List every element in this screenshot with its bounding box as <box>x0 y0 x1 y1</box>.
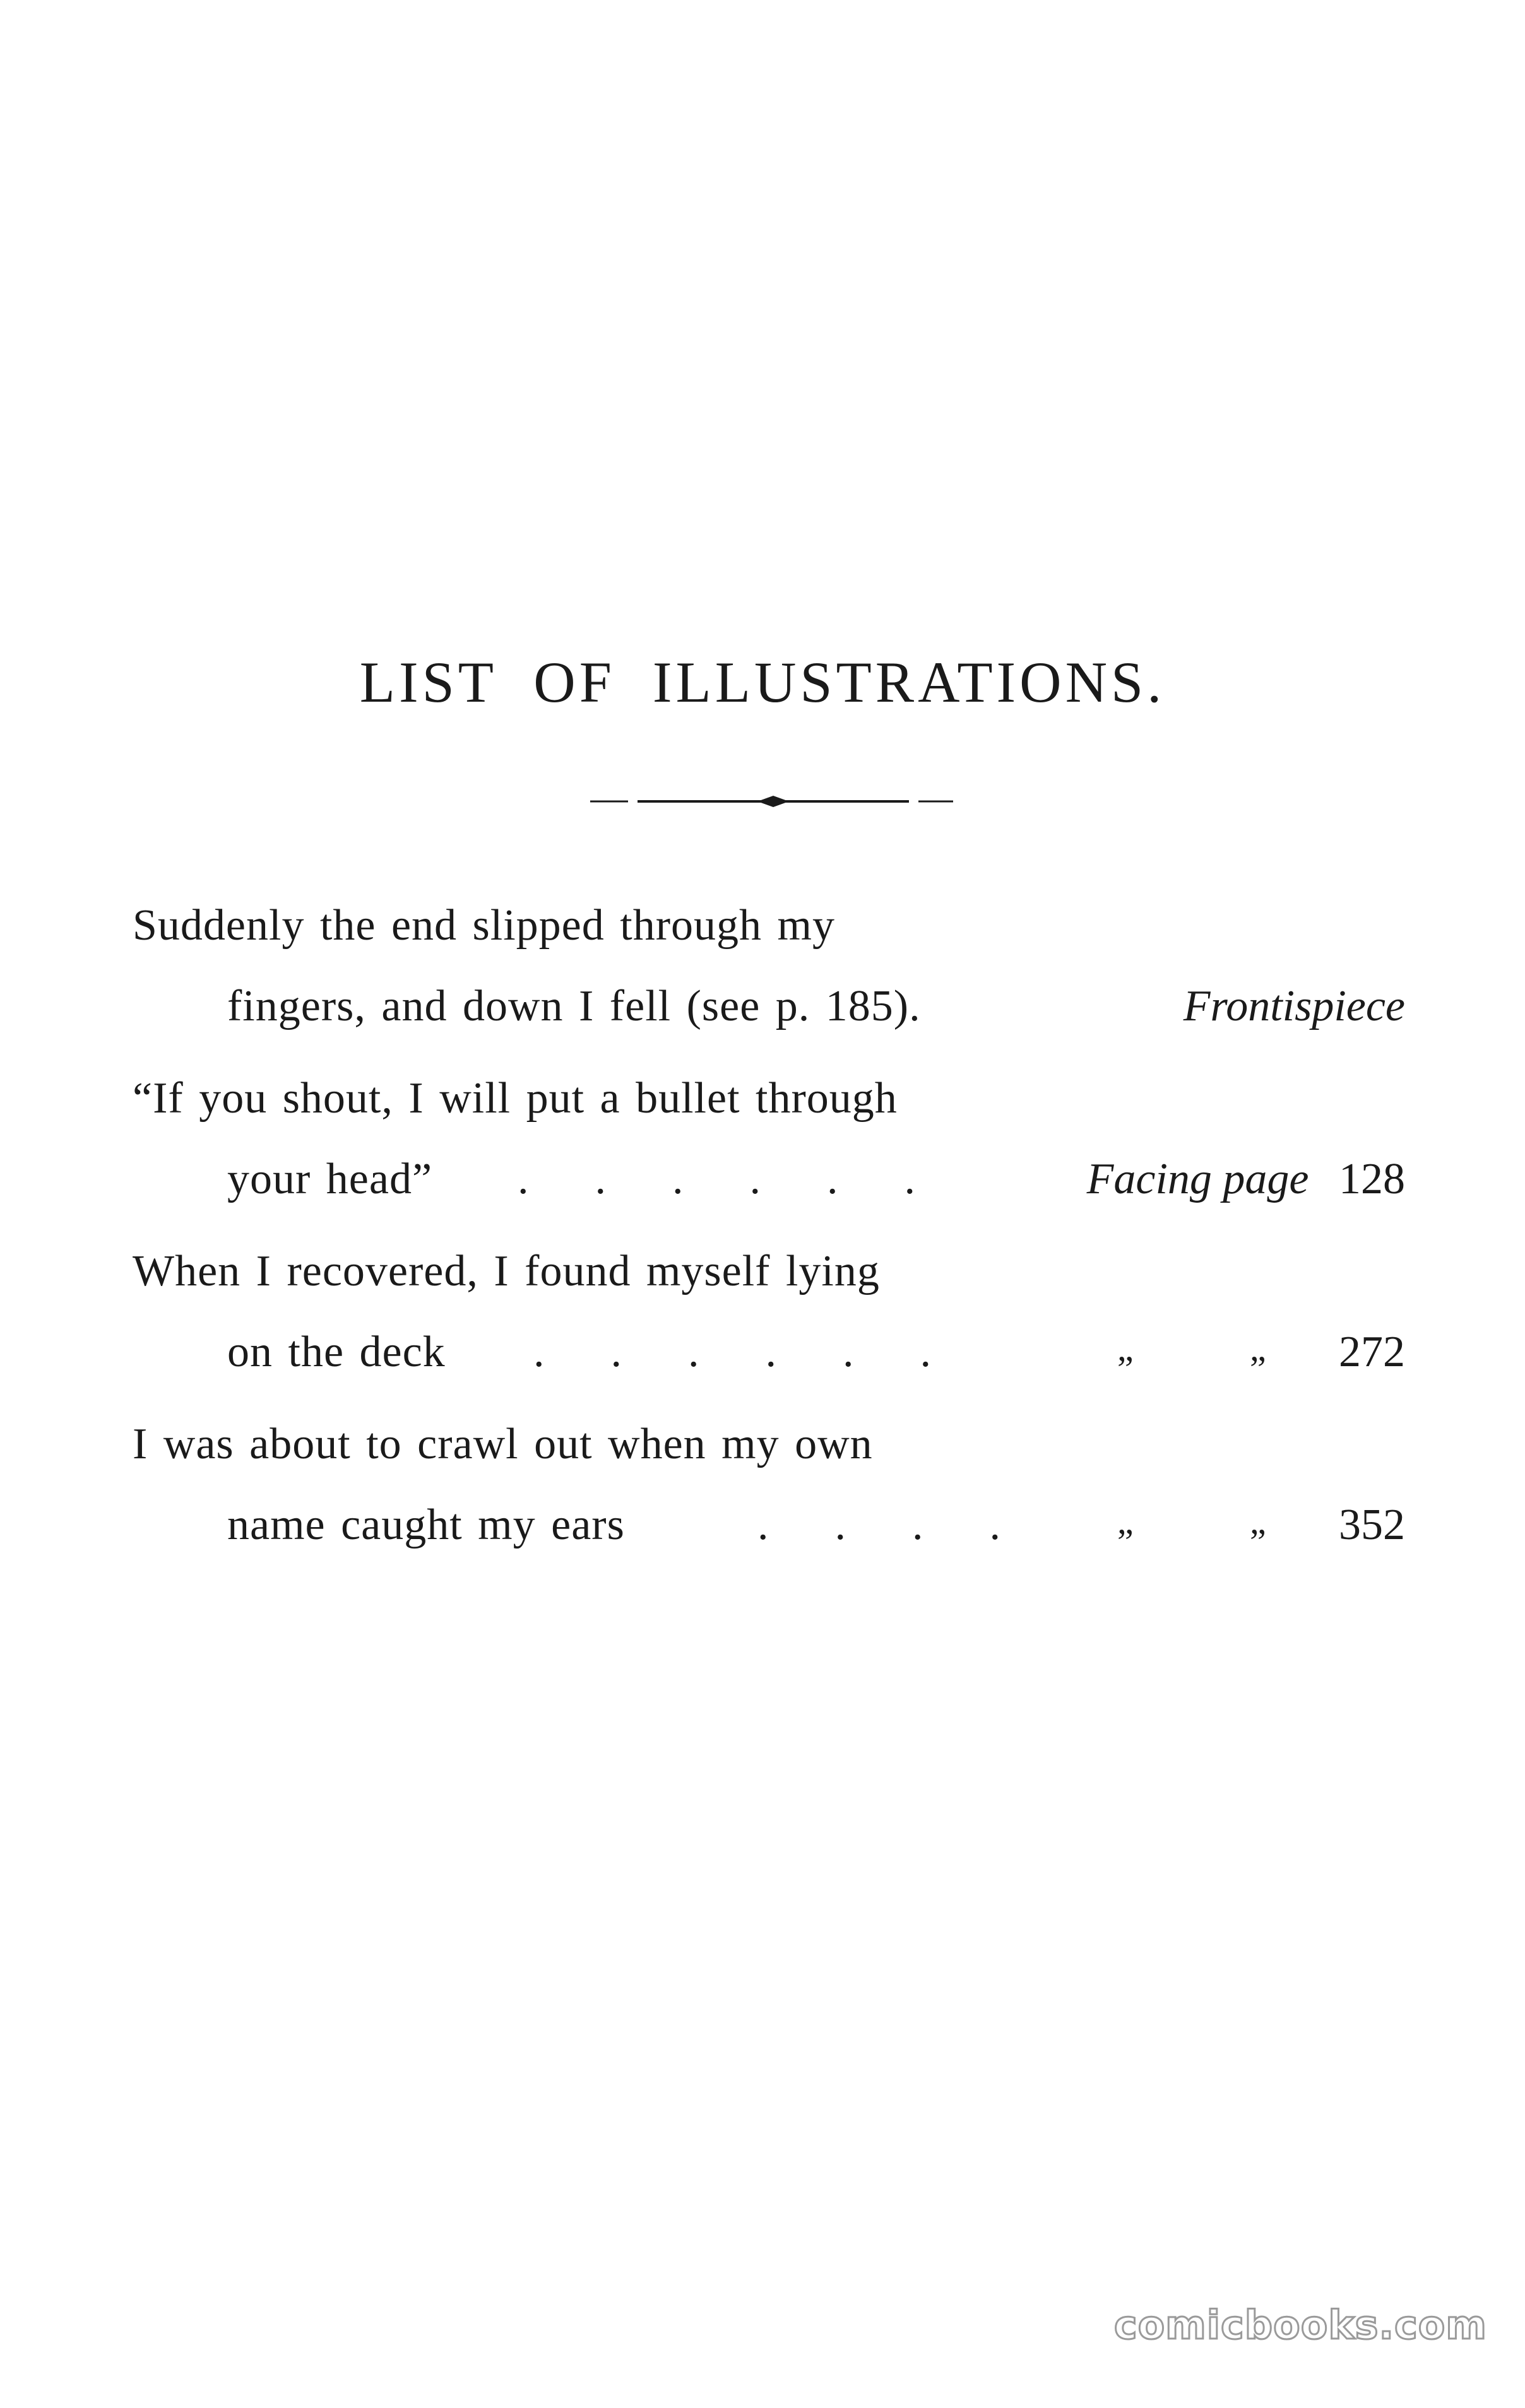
ref-page-number: 128 <box>1339 1155 1405 1203</box>
entry-page-ref <box>1339 1330 1405 1374</box>
ref-page-number: 272 <box>1339 1328 1405 1376</box>
ref-page-number: 352 <box>1339 1501 1405 1549</box>
entry-caption-line: on the deck <box>227 1328 446 1376</box>
entry-caption-line: your head” <box>227 1155 433 1203</box>
entry-caption-line: Suddenly the end slipped through my <box>133 901 835 950</box>
dot-leader: . . . . . . <box>518 1155 915 1203</box>
dot-leader: . . . . . . <box>533 1328 931 1376</box>
entry-caption-line: name caught my ears <box>227 1501 625 1549</box>
ditto-mark: „ <box>1250 1501 1266 1542</box>
page-title: LIST OF ILLUSTRATIONS. <box>359 650 1166 714</box>
ditto-mark: „ <box>1117 1328 1134 1369</box>
entry-caption-line: fingers, and down I fell (see p. 185). <box>227 982 921 1030</box>
ref-label: Facing page <box>1086 1155 1309 1203</box>
divider-ornament <box>590 789 953 814</box>
entry-page-ref <box>1184 984 1405 1029</box>
ref-label: Frontispiece <box>1183 982 1405 1030</box>
dot-leader: . . . . <box>757 1501 1000 1549</box>
ditto-mark: „ <box>1117 1501 1134 1542</box>
entry-caption-line: When I recovered, I found myself lying <box>133 1247 880 1295</box>
watermark: comicbooks.com <box>1113 2302 1487 2348</box>
ditto-mark: „ <box>1250 1328 1266 1369</box>
entry-page-ref <box>1339 1503 1405 1547</box>
entry-caption-line: “If you shout, I will put a bullet through <box>133 1074 898 1123</box>
entry-caption-line: I was about to crawl out when my own <box>133 1420 873 1468</box>
entry-page-ref <box>1087 1157 1405 1201</box>
